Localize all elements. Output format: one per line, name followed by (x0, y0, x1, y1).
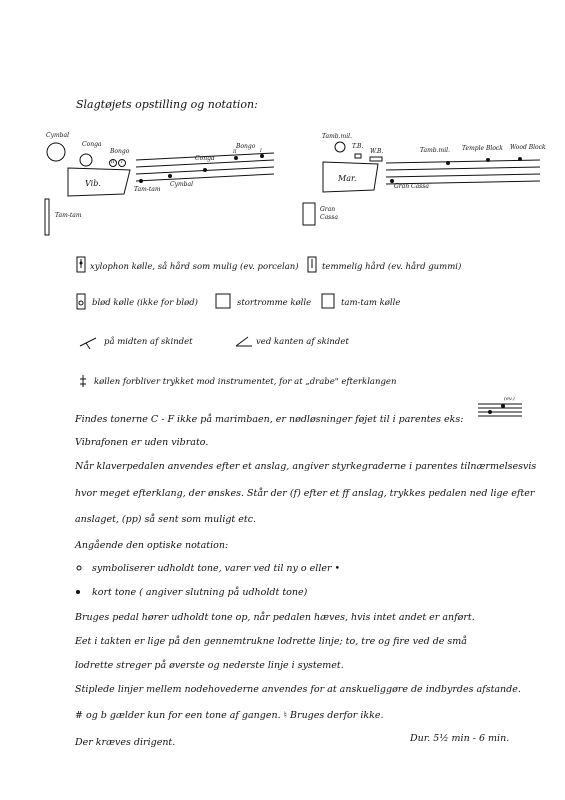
optic-heading: Angående den optiske notation: (75, 540, 229, 551)
mallet-bassdrum-text: stortromme kølle (237, 298, 312, 308)
para-pedal-3: anslaget, (pp) så sent som muligt etc. (75, 514, 257, 525)
skin-middle-text: på midten af skindet (104, 337, 193, 347)
bongo-ii-label: II (111, 160, 115, 165)
staff-cymbal-label: Cymbal (170, 181, 194, 188)
bongo-i-label: I (121, 160, 123, 165)
para-accidentals: # og b gælder kun for een tone af gangen. ♮ Bruges derfor ikke. (75, 710, 384, 721)
para-pedal-release: Bruges pedal hører udholdt tone op, når pedalen hæves, hvis intet andet er anført. (75, 612, 475, 623)
para-findes: Findes tonerne C - F ikke på marimbaen, er nødløsninger føjet til i parentes eks: (75, 414, 464, 425)
mallet-tamtam-text: tam-tam kølle (341, 298, 401, 308)
temple-block-label: T.B. (352, 143, 364, 150)
damp-text: køllen forbliver trykket mod instrumentet, for at „drabe" efterklangen (94, 377, 397, 387)
bongo-label: Bongo (110, 148, 130, 155)
cymbal-label: Cymbal (46, 132, 70, 139)
staff-temple-block-label: Temple Block (462, 145, 503, 152)
mallet-hard-text: temmelig hård (ev. hård gummi) (322, 262, 462, 272)
mallet-xylophon-text: xylophon kølle, så hård som mulig (ev. porcelan) (90, 262, 299, 272)
example-staff (478, 404, 522, 416)
staff-conga-label: Conga (195, 155, 215, 162)
marimba-label: Mar. (338, 174, 357, 183)
vibraphone-label: Vib. (85, 179, 101, 188)
duration-text: Dur. 5½ min - 6 min. (410, 733, 510, 744)
gran-cassa-label: Gran Cassa (320, 206, 338, 221)
staff-bongo-ii-label: II (233, 150, 237, 155)
staff-tamb-mil-label: Tamb.mil. (420, 147, 450, 154)
para-eet-2: lodrette streger på øverste og nederste linje i systemet. (75, 660, 344, 671)
tamtam-label: Tam-tam (55, 212, 82, 219)
edge-of-skin-icon (236, 337, 252, 346)
page-title: Slagtøjets opstilling og notation: (76, 98, 258, 111)
staff-bongo-i-label: I (260, 149, 262, 154)
tamb-mil-label: Tamb.mil. (322, 133, 352, 140)
staff-bongo-label: Bongo (236, 143, 256, 150)
damp-icon (80, 375, 86, 387)
staff-tamtam-label: Tam-tam (134, 186, 161, 193)
staff-wood-block-label: Wood Block (510, 144, 546, 151)
staff-gran-cassa-label: Gran Cassa (394, 183, 429, 190)
mallet-soft-text: blød kølle (ikke for blød) (92, 298, 198, 308)
middle-of-skin-icon (80, 338, 96, 349)
tamtam-mallet-icon (322, 294, 334, 308)
optic-short-text: kort tone ( angiver slutning på udholdt tone) (92, 587, 308, 598)
para-pedal-2: hvor meget efterklang, der ønskes. Står der (f) efter et ff anslag, trykkes pedalen ned lige efter (75, 488, 535, 499)
para-pedal-1: Når klaverpedalen anvendes efter et anslag, angiver styrkegraderne i parentes tilnærmelsesvis (75, 461, 537, 472)
skin-edge-text: ved kanten af skindet (256, 337, 349, 347)
conga-label: Conga (82, 141, 102, 148)
para-vibrafon: Vibrafonen er uden vibrato. (75, 437, 209, 448)
wood-block-label: W.B. (370, 148, 384, 155)
para-eet-1: Eet i takten er lige på den gennemtrukne lodrette linje; to, tre og fire ved de små (75, 636, 467, 647)
example-ev-label: (ev.) (504, 396, 515, 402)
bass-drum-mallet-icon (216, 294, 230, 308)
para-dirigent: Der kræves dirigent. (75, 737, 176, 748)
para-stiplede: Stiplede linjer mellem nodehovederne anvendes for at anskueliggøre de indbyrdes afstande. (75, 684, 521, 695)
optic-sustained-text: symboliserer udholdt tone, varer ved til ny o eller • (92, 563, 341, 574)
